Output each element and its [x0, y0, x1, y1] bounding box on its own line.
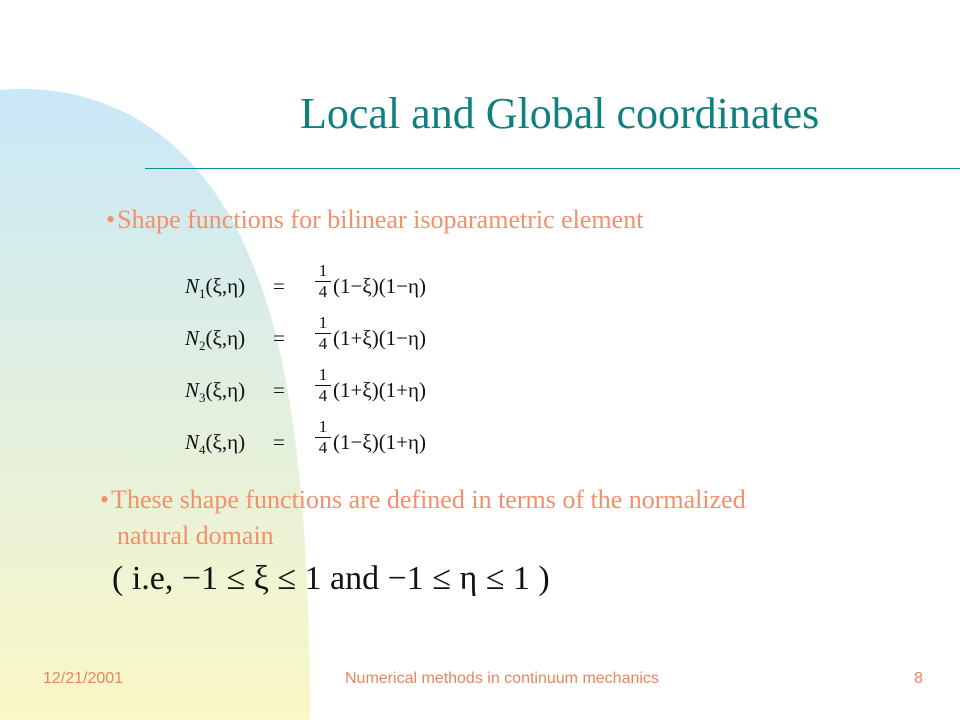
equation-rhs: (1−ξ)(1−η): [333, 274, 427, 298]
footer-date: 12/21/2001: [43, 670, 124, 687]
equation-n4: [185, 418, 445, 466]
slide-title: Local and Global coordinates: [300, 89, 820, 138]
equation-lhs: $N_3(\xi,\eta)$: [185, 378, 246, 406]
bullet-normalized-domain: [100, 485, 746, 515]
footer-page-number: 8: [914, 670, 923, 687]
equation-lhs: $N_2(\xi,\eta)$: [185, 326, 246, 354]
equation-lhs: $N_4(\xi,\eta)$: [185, 430, 246, 458]
bullet-shape-functions: [106, 205, 643, 235]
fraction: 1 4: [315, 366, 331, 405]
fraction: 1 4: [315, 314, 331, 353]
equation-n2: [185, 314, 445, 362]
equation-rhs: (1+ξ)(1−η): [333, 326, 427, 350]
bullet-dot: •: [106, 205, 116, 234]
natural-domain-expression: ( i.e, −1 ≤ ξ ≤ 1 and −1 ≤ η ≤ 1 ): [112, 560, 550, 597]
bullet-dot: •: [100, 485, 110, 514]
bullet-text: Shape functions for bilinear isoparametric element: [117, 205, 644, 234]
title-divider: [145, 168, 960, 169]
equation-lhs: $N_1(\xi,\eta)$: [185, 274, 246, 302]
equals-sign: =: [273, 274, 285, 298]
equals-sign: =: [273, 430, 285, 454]
footer-title: Numerical methods in continuum mechanics: [345, 670, 659, 687]
equals-sign: =: [273, 326, 285, 350]
equals-sign: =: [273, 378, 285, 402]
equation-n3: [185, 366, 445, 414]
equation-rhs: (1−ξ)(1+η): [333, 430, 427, 454]
fraction: 1 4: [315, 262, 331, 301]
equation-n1: [185, 262, 445, 310]
bullet-text-line2: natural domain: [117, 521, 274, 550]
fraction: 1 4: [315, 418, 331, 457]
bullet-text-line1: These shape functions are defined in terms of the normalized: [111, 485, 746, 514]
equation-rhs: (1+ξ)(1+η): [333, 378, 427, 402]
